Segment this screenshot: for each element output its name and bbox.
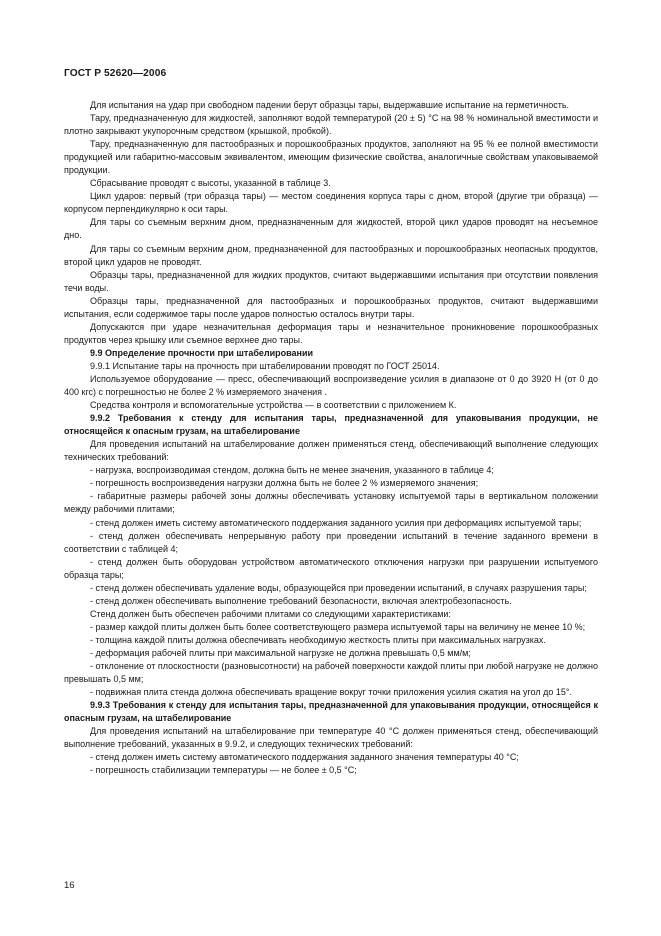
paragraph: - стенд должен иметь систему автоматического поддержания заданного значения температуры 40 °С; (90, 752, 519, 763)
paragraph: - толщина каждой плиты должна обеспечивать необходимую жесткость плиты при максимальных нагрузках. (90, 634, 546, 645)
section-heading: 9.9.2 Требования к стенду для испытания тары, предназначенной для упаковывания продукции, не относящейся к опасным грузам, на штабелирование (64, 413, 598, 437)
paragraph: Стенд должен быть обеспечен рабочими плитами со следующими характеристиками: (90, 608, 451, 619)
paragraph: Для тары со съемным верхним дном, предназначенным для жидкостей, второй цикл ударов проводят на несъемное дно. (64, 217, 598, 241)
paragraph: - стенд должен обеспечивать удаление воды, образующейся при проведении испытаний, в случаях разрушения тары; (90, 582, 587, 593)
paragraph: Образцы тары, предназначенной для пастообразных и порошкообразных продуктов, считают выдержавшими испытания, если содержимое тары после ударов полностью осталось внутри тары. (64, 295, 598, 319)
page-number: 16 (64, 880, 75, 891)
paragraph: - стенд должен иметь систему автоматического поддержания заданного усилия при деформациях испытуемой тары; (90, 517, 582, 528)
paragraph: - деформация рабочей плиты при максимальной нагрузке не должна превышать 0,5 мм/м; (90, 647, 471, 658)
document-body (64, 99, 598, 777)
paragraph: Для проведения испытаний на штабелирование должен применяться стенд, обеспечивающий выполнение следующих технических требований: (64, 439, 598, 463)
paragraph: Сбрасывание проводят с высоты, указанной в таблице 3. (90, 178, 331, 189)
paragraph: - стенд должен быть оборудован устройством автоматического отключения нагрузки при разрушении испытуемого образца тары; (64, 556, 598, 580)
section-heading: 9.9 Определение прочности при штабелировании (90, 347, 314, 358)
paragraph: Тару, предназначенную для жидкостей, заполняют водой температурой (20 ± 5) °С на 98 % номинальной вместимости и плотно закрывают укупорочным средством (крышкой, пробкой). (64, 113, 598, 137)
paragraph: 9.9.1 Испытание тары на прочность при штабелировании проводят по ГОСТ 25014. (90, 360, 440, 371)
paragraph: - отклонение от плоскостности (разновысотности) на рабочей поверхности каждой плиты при любой нагрузке не должно превышать 0,5 мм; (64, 661, 598, 685)
paragraph: - стенд должен обеспечивать непрерывную работу при проведении испытаний в течение заданного времени в соответствии с таблицей 4; (64, 530, 598, 554)
paragraph: Средства контроля и вспомогательные устройства — в соответствии с приложением К. (90, 400, 457, 411)
section-heading: 9.9.3 Требования к стенду для испытания тары, предназначенной для упаковывания продукции, относящейся к опасным грузам, на штабелирование (64, 700, 598, 724)
paragraph: - стенд должен обеспечивать выполнение требований безопасности, включая электробезопасность. (90, 595, 512, 606)
paragraph: - размер каждой плиты должен быть более соответствующего размера испытуемой тары на величину не менее 10 %; (90, 621, 586, 632)
paragraph: - подвижная плита стенда должна обеспечивать вращение вокруг точки приложения усилия сжатия на угол до 15°. (90, 687, 572, 698)
paragraph: Для тары со съемным верхним дном, предназначенной для пастообразных и порошкообразных неопасных продуктов, второй цикл ударов не проводят. (64, 243, 598, 267)
paragraph: Используемое оборудование — пресс, обеспечивающий воспроизведение усилия в диапазоне от 0 до 3920 Н (от 0 до 400 кгс) с погрешностью не более 2 % измеряемого значения . (64, 373, 598, 398)
paragraph: - нагрузка, воспроизводимая стендом, должна быть не менее значения, указанного в таблице 4; (90, 465, 494, 476)
document-header: ГОСТ Р 52620—2006 (64, 68, 167, 79)
paragraph: Для проведения испытаний на штабелирование при температуре 40 °С должен применяться стенд, обеспечивающий выполнение требований, указанных в 9.9.2, и следующих технических требований: (64, 726, 598, 750)
paragraph: - габаритные размеры рабочей зоны должны обеспечивать установку испытуемой тары в вертикальном положении между рабочими плитами; (64, 491, 598, 515)
paragraph: Допускаются при ударе незначительная деформация тары и незначительное проникновение порошкообразных продуктов через крышку или съемное верхнее дно тары. (64, 321, 598, 345)
paragraph: Тару, предназначенную для пастообразных и порошкообразных продуктов, заполняют на 95 % ее полной вместимости продукцией или габаритно-массовым эквивалентом, имеющим физические свойства, аналогичные свойствам упаковываемой продукции. (64, 139, 598, 176)
paragraph: Цикл ударов: первый (три образца тары) — местом соединения корпуса тары с дном, второй (другие три образца) — корпусом перпендикулярно к оси тары. (64, 191, 598, 215)
paragraph: Для испытания на удар при свободном падении берут образцы тары, выдержавшие испытание на герметичность. (90, 100, 570, 110)
paragraph: Образцы тары, предназначенной для жидких продуктов, считают выдержавшими испытания при отсутствии появления течи воды. (64, 269, 598, 293)
paragraph: - погрешность воспроизведения нагрузки должна быть не более 2 % измеряемого значения; (90, 478, 479, 489)
paragraph: - погрешность стабилизации температуры — не более ± 0,5 °С; (90, 765, 357, 776)
